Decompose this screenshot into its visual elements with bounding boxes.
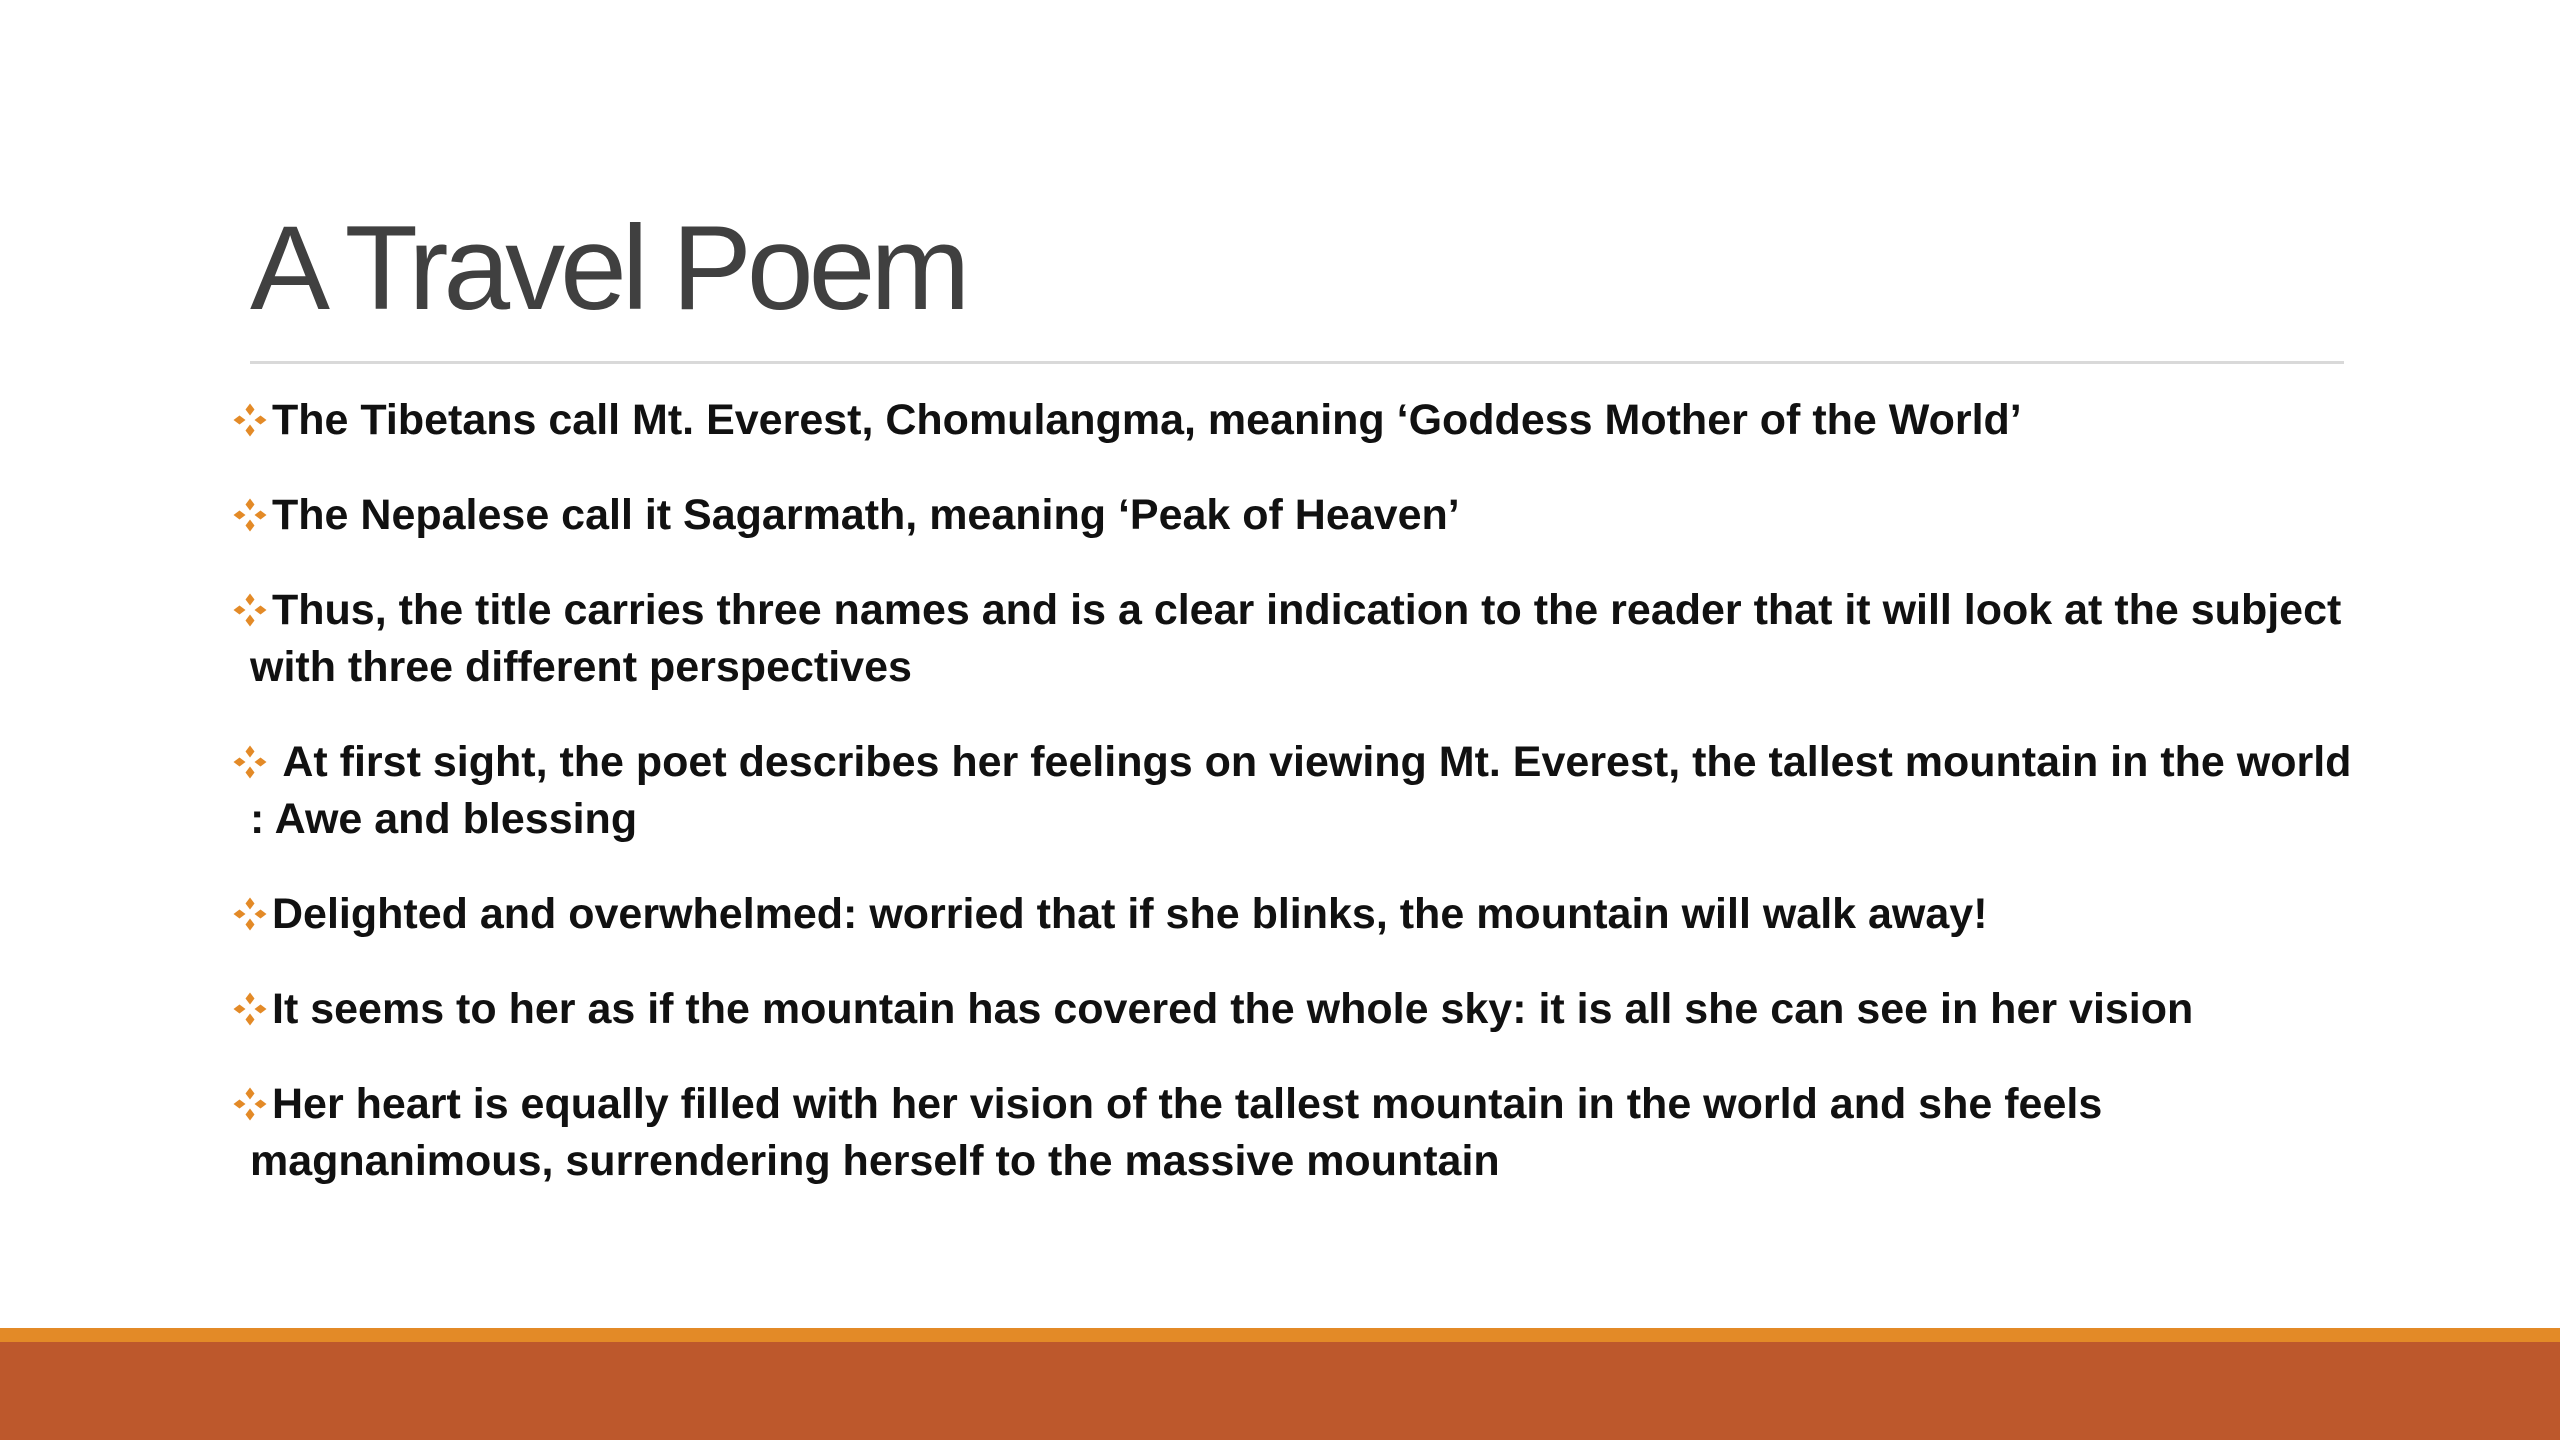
bullet-item xyxy=(232,734,2364,848)
four-diamond-bullet-icon xyxy=(232,592,268,628)
bullet-text: It seems to her as if the mountain has covered the whole sky: it is all she can see in her vision xyxy=(272,985,2194,1033)
bullet-text: Her heart is equally filled with her vision of the tallest mountain in the world and she feels magnanimous, surrendering herself to the massive mountain xyxy=(250,1080,2103,1185)
bullet-list xyxy=(232,392,2364,1228)
bullet-text: The Tibetans call Mt. Everest, Chomulangma, meaning ‘Goddess Mother of the World’ xyxy=(272,396,2022,444)
bullet-text: Thus, the title carries three names and is a clear indication to the reader that it will look at the subject with three different perspectives xyxy=(250,586,2342,691)
footer-accent-stripe xyxy=(0,1328,2560,1342)
four-diamond-bullet-icon xyxy=(232,497,268,533)
bullet-item xyxy=(232,981,2352,1038)
footer-band xyxy=(0,1342,2560,1440)
title-divider xyxy=(250,361,2344,364)
bullet-text: Delighted and overwhelmed: worried that if she blinks, the mountain will walk away! xyxy=(272,890,1988,938)
bullet-text: The Nepalese call it Sagarmath, meaning ‘Peak of Heaven’ xyxy=(272,491,1460,539)
four-diamond-bullet-icon xyxy=(232,1086,268,1122)
bullet-item xyxy=(232,487,2352,544)
four-diamond-bullet-icon xyxy=(232,991,268,1027)
bullet-item xyxy=(232,1076,2352,1190)
slide-title: A Travel Poem xyxy=(250,201,966,335)
bullet-item xyxy=(232,886,2352,943)
four-diamond-bullet-icon xyxy=(232,402,268,438)
bullet-item xyxy=(232,582,2352,696)
four-diamond-bullet-icon xyxy=(232,744,268,780)
four-diamond-bullet-icon xyxy=(232,896,268,932)
bullet-item xyxy=(232,392,2352,449)
bullet-text: At first sight, the poet describes her feelings on viewing Mt. Everest, the tallest mountain in the world : Awe and blessing xyxy=(250,738,2364,843)
